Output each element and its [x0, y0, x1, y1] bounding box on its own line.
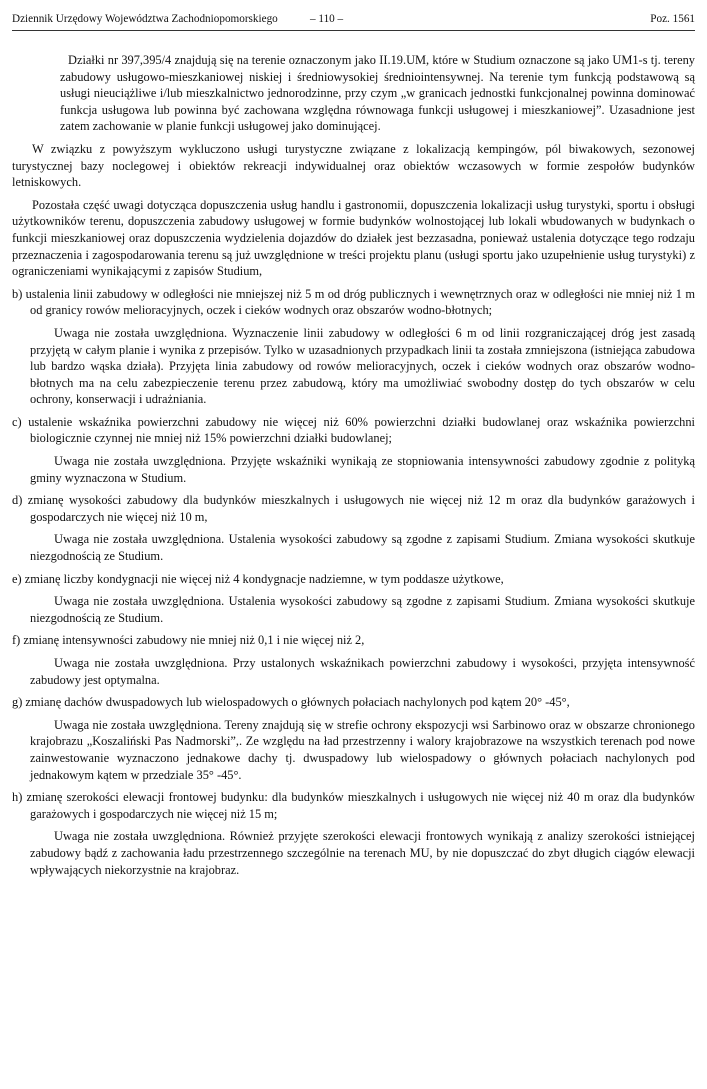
list-item-g: g) zmianę dachów dwuspadowych lub wielospadowych o głównych połaciach nachylonych pod kątem 20° -45°, — [12, 695, 570, 710]
response-g: Uwaga nie została uwzględniona. Tereny znajdują się w strefie ochrony ekspozycji wsi Sarbinowo oraz w obszarze chronionego krajobrazu „Koszaliński Pas Nadmorski”,. Ze względu na ład przestrzenny i walory krajobrazowe na wszystkich terenach pod nowe zainwestowanie wyznaczono jednakowe dachy tj. dwuspadowy lub wielospadowy o głównych połaciach nachylonych pod jednakowym kątem w przedziale 35° -45°. — [30, 717, 695, 782]
document-body — [12, 31, 695, 878]
response-h: Uwaga nie została uwzględniona. Również przyjęte szerokości elewacji frontowych wynikają z analizy szerokości istniejącej zabudowy bądź z zachowania ładu przestrzennego szczególnie na terenach MU, by nie dopuszczać do zbyt długich ciągów elewacji wpływających niekorzystnie na krajobraz. — [30, 829, 695, 877]
response-d: Uwaga nie została uwzględniona. Ustalenia wysokości zabudowy są zgodne z zapisami Studium. Zmiana wysokości skutkuje niezgodnością ze Studium. — [30, 532, 695, 564]
paragraph: W związku z powyższym wykluczono usługi turystyczne związane z lokalizacją kempingów, pól biwakowych, sezonowej turystycznej bazy noclegowej i obiektów rekreacji indywidualnej oraz obiektów wczasowych w formie zespołów budynków letniskowych. — [12, 141, 695, 190]
response-f: Uwaga nie została uwzględniona. Przy ustalonych wskaźnikach powierzchni zabudowy i wysokości, przyjęta intensywność zabudowy jest optymalna. — [30, 656, 695, 687]
journal-title: Dziennik Urzędowy Województwa Zachodniopomorskiego — [12, 13, 278, 25]
page-number: – 110 – — [310, 13, 344, 25]
quoted-paragraph: Działki nr 397,395/4 znajdują się na terenie oznaczonym jako II.19.UM, które w Studium oznaczone są jako UM1-s tj. tereny zabudowy usługowo-mieszkaniowej niskiej i średniowysokiej średniointensywnej. Na terenie tym funkcją podstawową są usługi nieuciążliwe i/lub mieszkalnictwo jednorodzinne, przy czym „w granicach jednostki funkcjonalnej powinna dominować funkcja usługowa lub powinna być zachowana względna równowaga funkcji usługowej i mieszkaniowej”. Uzasadnione jest zatem zachowanie w planie funkcji usługowej jako dominującej. — [60, 53, 695, 134]
response-b: Uwaga nie została uwzględniona. Wyznaczenie linii zabudowy w odległości 6 m od linii rozgraniczającej dróg jest zasadą przyjętą w całym planie i wynika z przepisów. Tylko w uzasadnionych przypadkach linii ta została zmniejszona (istniejąca zabudowa lub bardzo wąska działa). Przyjęta linia zabudowy od rowów melioracyjnych, oczek i cieków wodnych oraz obszarów wodno-błotnych ma na celu zabezpieczenie terenu przez zabudową, który ma umożliwiać swobodny dostęp do tych obszarów w celu ochrony, konserwacji i udrażniania. — [30, 325, 695, 407]
paragraph: Pozostała część uwagi dotycząca dopuszczenia usług handlu i gastronomii, dopuszczenia lokalizacji usług turystyki, sportu i obsługi użytkowników terenu, dopuszczenia zabudowy usługowej w formie budynków wolnostojącej lub lokali wbudowanych w budynkach o funkcji mieszkaniowej oraz dopuszczenia wydzielenia dojazdów do działek jest bezzasadna, ponieważ ustalenia dotyczące tego rodzaju przeznaczenia i zagospodarowania terenu są już uwzględnione w treści projektu planu (usługi sportu jako uzupełnienie usług turystyki) z ograniczeniami wynikającymi z zapisów Studium, — [12, 197, 695, 279]
list-item-f: f) zmianę intensywności zabudowy nie mniej niż 0,1 i nie więcej niż 2, — [12, 633, 365, 648]
list-item-d: d) zmianę wysokości zabudowy dla budynków mieszkalnych i usługowych nie więcej niż 12 m oraz dla budynków garażowych i gospodarczych nie więcej niż 10 m, — [12, 493, 695, 524]
position-number: Poz. 1561 — [650, 13, 695, 25]
page-header — [12, 12, 695, 31]
response-c: Uwaga nie została uwzględniona. Przyjęte wskaźniki wynikają ze stopniowania intensywności zabudowy zgodnie z polityką gminy wyznaczona w Studium. — [30, 454, 695, 485]
list-item-e: e) zmianę liczby kondygnacji nie więcej niż 4 kondygnacje nadziemne, w tym poddasze użytkowe, — [12, 571, 504, 586]
list-item-h: h) zmianę szerokości elewacji frontowej budynku: dla budynków mieszkalnych i usługowych nie więcej niż 40 m oraz dla budynków garażowych i gospodarczych nie więcej niż 15 m; — [12, 790, 695, 821]
response-e: Uwaga nie została uwzględniona. Ustalenia wysokości zabudowy są zgodne z zapisami Studium. Zmiana wysokości skutkuje niezgodnością ze Studium. — [30, 594, 695, 625]
list-item-b: b) ustalenia linii zabudowy w odległości nie mniejszej niż 5 m od dróg publicznych i wewnętrznych oraz w odległości nie mniej niż 1 m od granicy rowów melioracyjnych, oczek i cieków wodnych oraz obszarów wodno-błotnych; — [12, 286, 695, 318]
list-item-c: c) ustalenie wskaźnika powierzchni zabudowy nie więcej niż 60% powierzchni działki budowlanej oraz wskaźnika powierzchni biologicznie czynnej nie mniej niż 15% powierzchni działki budowlanej; — [12, 414, 695, 446]
